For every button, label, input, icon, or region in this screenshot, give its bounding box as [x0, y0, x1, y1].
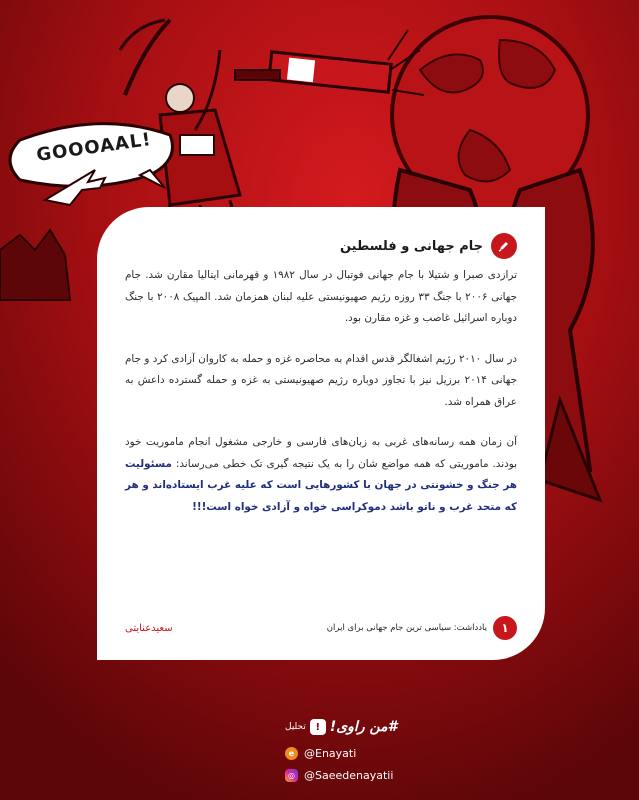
- paragraph-3-emphasis: مسئولیت هر جنگ و خشونتی در جهان با کشورهایی است که علیه غرب ایستاده‌اند و هر که متحد غرب و ناتو باشد دموکراسی خواه و آزادی خواه است!!!: [125, 457, 517, 513]
- brand-subtitle: تحلیل: [285, 722, 306, 732]
- title-row: [125, 233, 517, 259]
- author-name: سعیدعنایتی: [125, 622, 173, 634]
- note-text: یادداشت: سیاسی ترین جام جهانی برای ایران: [326, 623, 487, 633]
- goal-speech-label: GOOOAAL!: [35, 129, 153, 166]
- eitaa-link[interactable]: [285, 747, 356, 760]
- brand-name: #من راوی!: [329, 719, 398, 735]
- paragraph-3: [125, 432, 517, 518]
- brand-logo-icon: !: [310, 719, 326, 735]
- paragraph-1: ترازدی صبرا و شتیلا با جام جهانی فوتبال در سال ۱۹۸۲ و قهرمانی ایتالیا مقارن شد. جام جهانی ۲۰۰۶ با جنگ ۳۳ روزه رژیم صهیونیستی علیه لبنان همزمان شد. المپیک ۲۰۰۸ با جنگ دوباره اسرائیل غاصب و غزه مقارن بود.: [125, 269, 518, 324]
- paragraph-3-text: آن زمان همه رسانه‌های غربی به زبان‌های فارسی و خارجی مشغول انجام ماموریت خود بودند. ماموریتی که همه مواضع شان را به یک نتیجه گیری تک خطی می‌رساند:: [125, 436, 517, 470]
- note-row: [327, 616, 517, 640]
- instagram-icon: ◎: [285, 769, 298, 782]
- article-title: جام جهانی و فلسطین: [339, 238, 483, 254]
- instagram-handle: @Saeedenayatii: [304, 769, 394, 782]
- brand: [285, 719, 397, 735]
- article-card: [97, 207, 545, 660]
- card-footer: [125, 614, 517, 642]
- note-number-badge: ۱: [493, 616, 517, 640]
- pen-icon: [491, 233, 517, 259]
- paragraph-2: در سال ۲۰۱۰ رژیم اشغالگر قدس اقدام به محاصره غزه و حمله به کاروان آزادی کرد و جام جهانی ۲۰۱۴ برزیل نیز با تجاوز دوباره رژیم صهیونیستی به غزه و حمله گسترده داعش به عراق همراه شد.: [125, 352, 518, 408]
- eitaa-handle: @Enayati: [304, 747, 357, 760]
- instagram-link[interactable]: [285, 769, 393, 782]
- eitaa-icon: e: [285, 747, 298, 760]
